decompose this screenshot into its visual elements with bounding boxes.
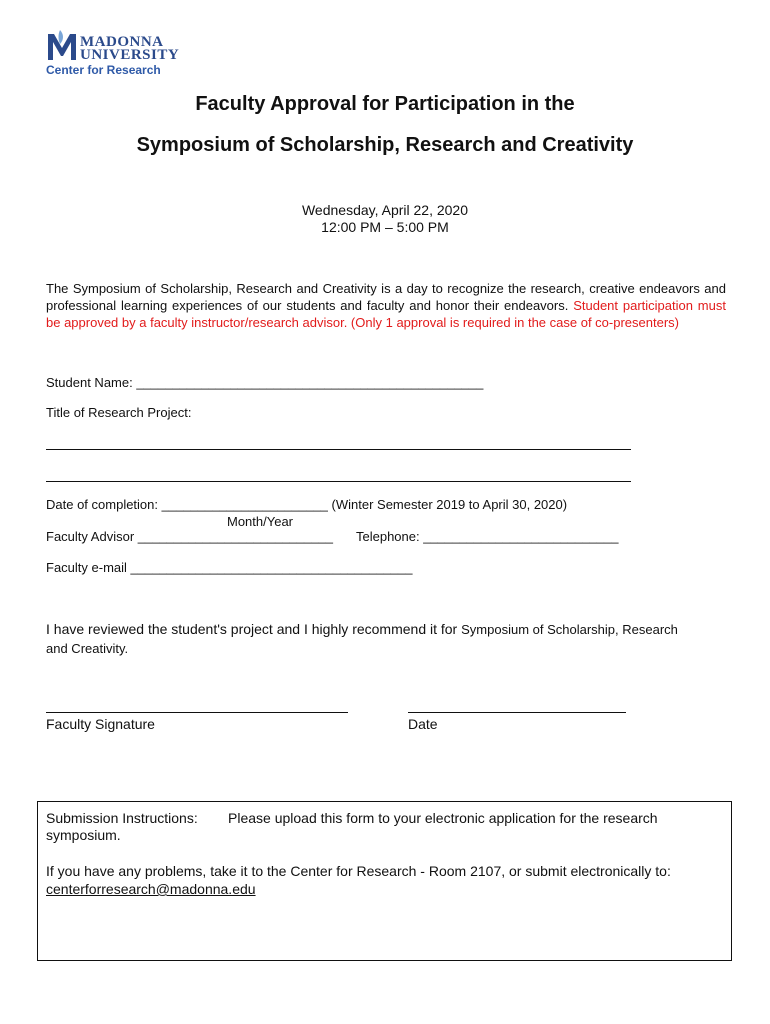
faculty-email-field[interactable]: Faculty e-mail _______________________________________ xyxy=(46,560,413,575)
submission-label: Submission Instructions: xyxy=(46,810,198,826)
page-title-line2: Symposium of Scholarship, Research and Creativity xyxy=(136,134,634,156)
telephone-field[interactable]: Telephone: ___________________________ xyxy=(356,529,619,544)
faculty-signature-line[interactable] xyxy=(46,712,348,713)
recommendation-text-c: and Creativity. xyxy=(46,641,129,656)
page-title-line1: Faculty Approval for Participation in the xyxy=(195,93,575,115)
project-title-line-1[interactable] xyxy=(46,449,631,450)
recommendation-text-b: Symposium of Scholarship, Research xyxy=(461,622,678,637)
logo-wordmark-bottom: UNIVERSITY xyxy=(80,47,180,63)
intro-alert-text: Student participation must be approved by a faculty instructor/research advisor. (Only 1 approval is required in the case of co-presenters) xyxy=(46,298,726,330)
recommendation-text-a: I have reviewed the student's project and I highly recommend it for xyxy=(46,621,462,637)
completion-date-field[interactable]: Date of completion: _______________________ (Winter Semester 2019 to April 30, 2020) xyxy=(46,497,568,512)
project-title-line-2[interactable] xyxy=(46,481,631,482)
submission-instructions-line2: symposium. xyxy=(46,827,121,843)
date-signature-line[interactable] xyxy=(408,712,626,713)
intro-text: The Symposium of Scholarship, Research and Creativity is a day to recognize the research, creative endeavors and professional learning experiences of our students and faculty and honor their endeavors. xyxy=(46,281,726,313)
problems-text: If you have any problems, take it to the Center for Research - Room 2107, or submit electronically to: xyxy=(46,863,671,879)
madonna-logo-icon xyxy=(46,28,78,62)
intro-paragraph xyxy=(46,280,726,331)
month-year-hint: Month/Year xyxy=(227,514,294,529)
project-title-label: Title of Research Project: xyxy=(46,405,192,420)
faculty-signature-label: Faculty Signature xyxy=(46,716,155,732)
logo-wordmark-top: MADONNA xyxy=(80,34,164,50)
student-name-field[interactable]: Student Name: ________________________________________________ xyxy=(46,375,484,390)
event-date: Wednesday, April 22, 2020 xyxy=(301,202,469,218)
date-label: Date xyxy=(408,716,438,732)
submission-instructions-line1: Please upload this form to your electronic application for the research xyxy=(228,810,658,826)
event-time: 12:00 PM – 5:00 PM xyxy=(321,219,449,235)
recommendation-statement xyxy=(46,620,736,658)
faculty-advisor-field[interactable]: Faculty Advisor ___________________________ xyxy=(46,529,333,544)
center-label: Center for Research xyxy=(46,63,161,77)
contact-email-link[interactable]: centerforresearch@madonna.edu xyxy=(46,881,256,897)
